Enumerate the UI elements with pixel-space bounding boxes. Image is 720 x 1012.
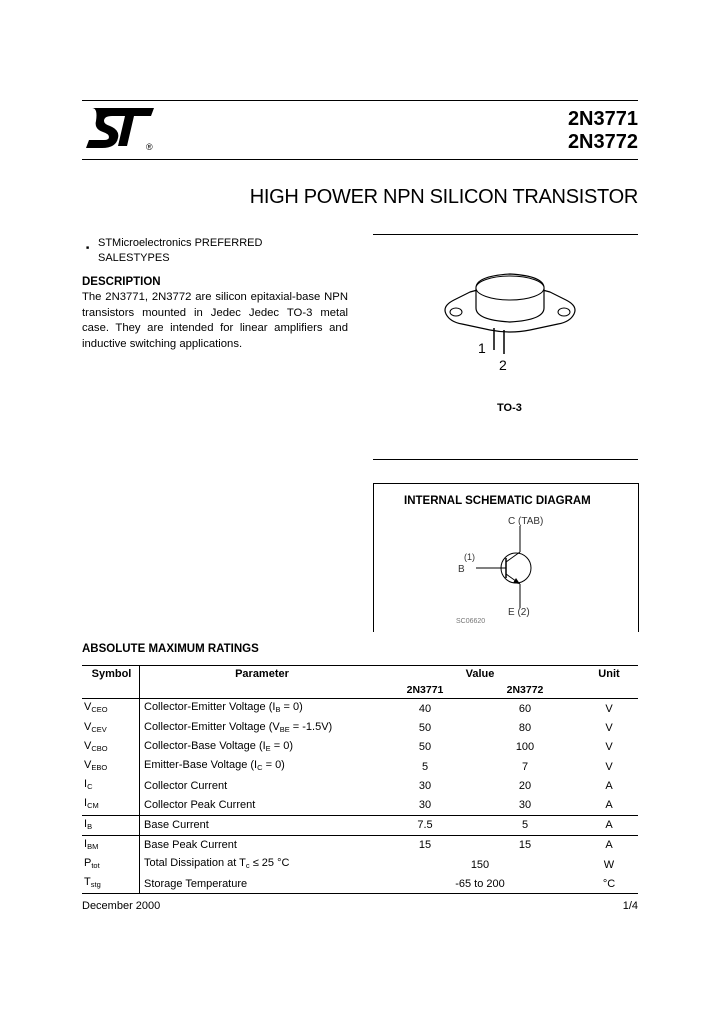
registered-mark: ® [146, 142, 153, 152]
schematic-code: SC06620 [456, 618, 486, 625]
ratings-title: ABSOLUTE MAXIMUM RATINGS [82, 643, 259, 655]
subheader-2n3772: 2N3772 [470, 682, 580, 699]
header-symbol: Symbol [82, 666, 140, 683]
feature-bullet: ■ [86, 245, 90, 251]
to3-package-drawing [440, 262, 580, 362]
row-value-2n3771: 50 [418, 722, 432, 735]
feature-list [82, 236, 262, 266]
row-value-2n3772: 7 [521, 760, 529, 773]
row-symbol: $I_{BM}$ [84, 837, 99, 851]
row-parameter: Collector Current [140, 776, 381, 795]
base-pin-label: (1) [464, 552, 475, 562]
row-symbol: $I_C$ [84, 778, 93, 792]
description-text: The 2N3771, 2N3772 are silicon epitaxial-base NPN transistors mounted in Jedec Jedec TO-3 metal case. They are intended for linear amplifiers and inductive switching applications. [82, 291, 348, 350]
row-parameter: Base Current [140, 815, 381, 835]
row-value: 150 [470, 858, 490, 871]
row-value-2n3772: 80 [518, 722, 532, 735]
st-logo [82, 106, 160, 154]
row-unit: A [605, 839, 613, 852]
row-unit: A [580, 815, 638, 835]
row-parameter: Collector-Base Voltage $(I_E = 0)$ [140, 738, 381, 757]
npn-transistor-symbol [466, 522, 576, 612]
row-parameter: Collector Peak Current [140, 795, 381, 815]
pin-1-label: 1 [478, 340, 486, 356]
row-value-2n3772: 15 [518, 839, 532, 852]
row-value-2n3772: 100 [515, 741, 535, 754]
table-row [82, 699, 638, 719]
ratings-header-row [82, 666, 638, 683]
ratings-subheader-row [82, 682, 638, 699]
table-row [82, 795, 638, 815]
table-row [82, 719, 638, 738]
table-row [82, 855, 638, 874]
emitter-label: E (2) [508, 607, 530, 618]
row-value: -65 to 200 [380, 874, 580, 894]
description-heading: DESCRIPTION [82, 276, 161, 288]
row-unit: V [605, 702, 613, 715]
header-parameter: Parameter [140, 666, 381, 683]
row-value-2n3771: 5 [421, 760, 429, 773]
row-unit: A [605, 779, 613, 792]
row-value-2n3771: 50 [418, 741, 432, 754]
subheader-2n3771: 2N3771 [380, 682, 470, 699]
table-row [82, 815, 638, 835]
row-unit: V [605, 760, 613, 773]
row-unit: W [603, 858, 615, 871]
row-parameter: Storage Temperature [140, 874, 381, 894]
row-parameter: Emitter-Base Voltage $(I_C = 0)$ [140, 757, 381, 776]
feature-line-1: STMicroelectronics PREFERRED [98, 237, 263, 249]
footer-page: 1/4 [622, 900, 638, 912]
row-value-2n3771: 15 [418, 839, 432, 852]
row-parameter: Collector-Emitter Voltage $(I_B = 0)$ [140, 699, 381, 719]
part-number-1: 2N3771 [567, 108, 638, 130]
row-symbol: $I_B$ [82, 815, 140, 835]
table-row [82, 738, 638, 757]
row-value-2n3771: 40 [418, 702, 432, 715]
footer-date: December 2000 [82, 900, 161, 912]
row-value-2n3771: 30 [418, 798, 432, 811]
row-unit: V [605, 741, 613, 754]
row-unit: °C [580, 874, 638, 894]
table-row [82, 757, 638, 776]
feature-line-2: SALESTYPES [98, 252, 170, 264]
to3-package-icon [440, 262, 580, 362]
row-symbol: $I_{CM}$ [84, 797, 99, 811]
pin-2-label: 2 [499, 357, 507, 373]
row-value-2n3772: 5 [470, 815, 580, 835]
row-symbol: $V_{EBO}$ [84, 759, 108, 773]
collector-label: C (TAB) [508, 516, 544, 527]
part-number-2: 2N3772 [567, 131, 638, 153]
header-bottom-rule [82, 159, 638, 160]
row-parameter: Collector-Emitter Voltage $(V_{BE} = -1.5V)$ [140, 719, 381, 738]
header-top-rule [82, 100, 638, 101]
ratings-table [82, 665, 638, 894]
row-symbol: $V_{CBO}$ [84, 739, 108, 753]
row-symbol: $V_{CEO}$ [84, 701, 108, 715]
table-row [82, 835, 638, 855]
header-value: Value [380, 666, 580, 683]
package-name: TO-3 [497, 402, 522, 414]
row-parameter: Base Peak Current [140, 835, 381, 855]
row-parameter: Total Dissipation at $T_c \le 25$ °C [140, 855, 381, 874]
package-bottom-rule [373, 459, 638, 460]
row-symbol: $P_{tot}$ [84, 857, 100, 871]
package-top-rule [373, 234, 638, 235]
row-unit: A [605, 798, 613, 811]
schematic-box [373, 483, 639, 632]
row-symbol: $T_{stg}$ [82, 874, 140, 894]
table-row [82, 776, 638, 795]
base-label: B [458, 564, 465, 575]
table-row [82, 874, 638, 894]
document-title: HIGH POWER NPN SILICON TRANSISTOR [249, 186, 638, 208]
row-value-2n3772: 30 [518, 798, 532, 811]
row-value-2n3772: 60 [518, 702, 532, 715]
row-unit: V [605, 722, 613, 735]
header-unit: Unit [580, 666, 638, 683]
schematic-title: INTERNAL SCHEMATIC DIAGRAM [404, 495, 591, 507]
row-value-2n3772: 20 [518, 779, 532, 792]
row-symbol: $V_{CEV}$ [84, 720, 107, 734]
row-value-2n3771: 30 [418, 779, 432, 792]
row-value-2n3771: 7.5 [380, 815, 470, 835]
